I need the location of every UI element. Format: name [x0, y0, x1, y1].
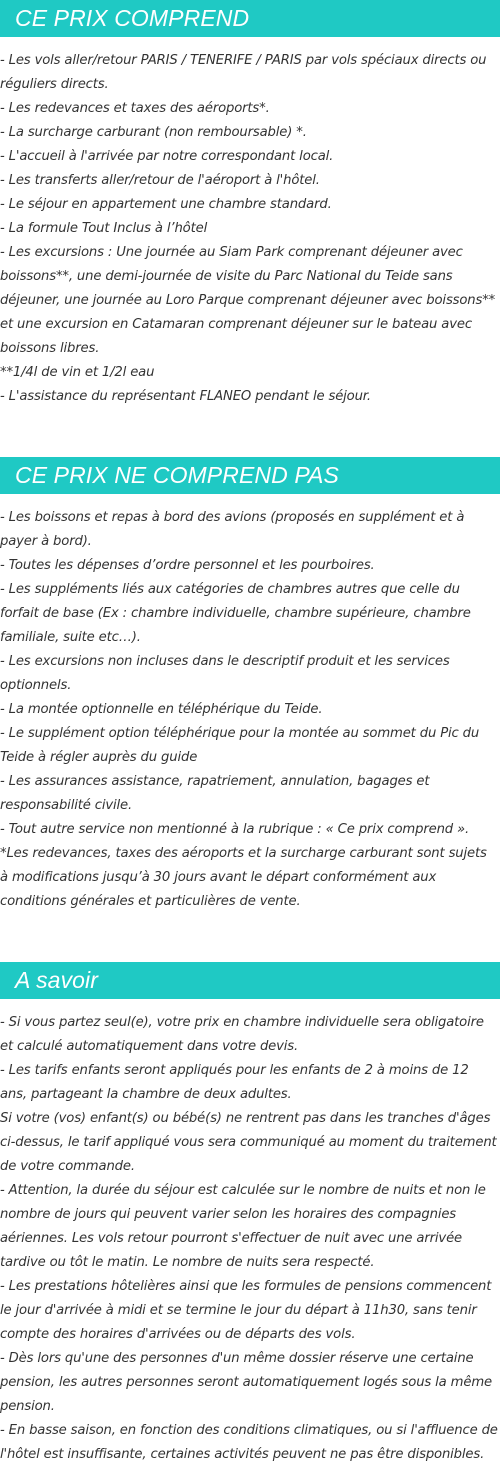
list-item: - Les tarifs enfants seront appliqués pour les enfants de 2 à moins de 12 ans, partageant la chambre de deux adultes. [0, 1063, 469, 1102]
list-item: - Si vous partez seul(e), votre prix en chambre individuelle sera obligatoire et calculé automatiquement dans votre devis. [0, 1015, 484, 1054]
list-item: - L'accueil à l'arrivée par notre correspondant local. [0, 149, 334, 164]
list-item: - La montée optionnelle en téléphérique du Teide. [0, 702, 323, 717]
list-item: - Le séjour en appartement une chambre standard. [0, 197, 332, 212]
section-a-savoir [0, 962, 500, 1467]
list-item: - Attention, la durée du séjour est calculée sur le nombre de nuits et non le nombre de jours qui peuvent varier selon les horaires des compagnies aériennes. Les vols retour pourront s'effectuer de nuit avec une arrivée tardive ou tôt le matin. Le nombre de nuits sera respecté. [0, 1183, 486, 1270]
section-body [0, 37, 500, 409]
list-item: *Les redevances, taxes des aéroports et la surcharge carburant sont sujets à modifications jusqu’à 30 jours avant le départ conformément aux conditions générales et particulières de vente. [0, 846, 487, 909]
list-item: - Les excursions non incluses dans le descriptif produit et les services optionnels. [0, 654, 450, 693]
section-title: CE PRIX NE COMPREND PAS [0, 457, 500, 494]
section-body [0, 999, 500, 1467]
section-title: A savoir [0, 962, 500, 999]
list-item: Si votre (vos) enfant(s) ou bébé(s) ne rentrent pas dans les tranches d'âges ci-dessus, le tarif appliqué vous sera communiqué au moment du traitement de votre commande. [0, 1111, 497, 1174]
list-item: - En basse saison, en fonction des conditions climatiques, ou si l'affluence de l'hôtel est insuffisante, certaines activités peuvent ne pas être disponibles. [0, 1423, 498, 1462]
list-item: - Les assurances assistance, rapatriement, annulation, bagages et responsabilité civile. [0, 774, 430, 813]
list-item: - La formule Tout Inclus à l’hôtel [0, 221, 208, 236]
list-item: - Les vols aller/retour PARIS / TENERIFE / PARIS par vols spéciaux directs ou réguliers directs. [0, 53, 487, 92]
list-item: - La surcharge carburant (non remboursable) *. [0, 125, 307, 140]
section-not-included [0, 457, 500, 914]
list-item: - Les redevances et taxes des aéroports*. [0, 101, 270, 116]
list-item: - Le supplément option téléphérique pour la montée au sommet du Pic du Teide à régler auprès du guide [0, 726, 480, 765]
section-included [0, 0, 500, 409]
list-item: - Dès lors qu'une des personnes d'un même dossier réserve une certaine pension, les autres personnes seront automatiquement logés sous la même pension. [0, 1351, 492, 1414]
list-item: - Tout autre service non mentionné à la rubrique : « Ce prix comprend ». [0, 822, 470, 837]
list-item: - Les transferts aller/retour de l'aéroport à l'hôtel. [0, 173, 320, 188]
list-item: - Les suppléments liés aux catégories de chambres autres que celle du forfait de base (Ex : chambre individuelle, chambre supérieure, chambre familiale, suite etc…). [0, 582, 471, 645]
section-body [0, 494, 500, 914]
list-item: - Les boissons et repas à bord des avions (proposés en supplément et à payer à bord). [0, 510, 465, 549]
section-title: CE PRIX COMPREND [0, 0, 500, 37]
list-item: - Les prestations hôtelières ainsi que les formules de pensions commencent le jour d'arrivée à midi et se termine le jour du départ à 11h30, sans tenir compte des horaires d'arrivées ou de départs des vols. [0, 1279, 492, 1342]
list-item: - Les excursions : Une journée au Siam Park comprenant déjeuner avec boissons**, une demi-journée de visite du Parc National du Teide sans déjeuner, une journée au Loro Parque comprenant déjeuner avec boissons** et une excursion en Catamaran comprenant déjeuner sur le bateau avec boissons libres. [0, 245, 496, 356]
list-item: - Toutes les dépenses d’ordre personnel et les pourboires. [0, 558, 375, 573]
list-item: **1/4l de vin et 1/2l eau [0, 365, 155, 380]
list-item: - L'assistance du représentant FLANEO pendant le séjour. [0, 389, 371, 404]
